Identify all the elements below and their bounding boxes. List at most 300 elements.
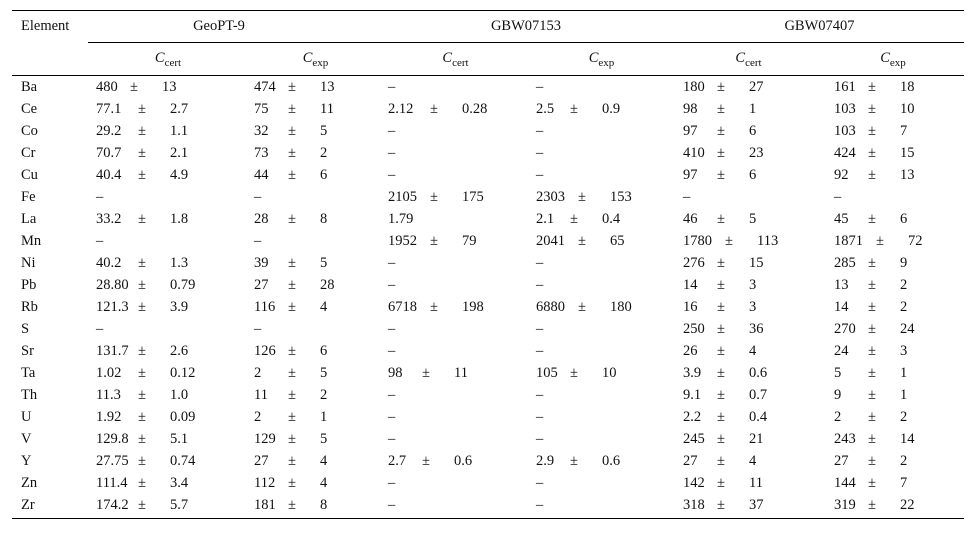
value-cell: – <box>388 497 396 513</box>
value-cell: 105 <box>536 365 558 381</box>
value-cell: 27.75 <box>96 453 129 469</box>
plus-minus-sign: ± <box>288 409 296 425</box>
value-cell: 46 <box>683 211 698 227</box>
plus-minus-sign: ± <box>138 145 146 161</box>
value-cell: – <box>96 189 104 205</box>
uncertainty-cell: 4 <box>749 453 757 469</box>
uncertainty-cell: 180 <box>610 299 632 315</box>
value-cell: 181 <box>254 497 276 513</box>
value-cell: 27 <box>254 453 269 469</box>
table-row <box>12 76 964 98</box>
plus-minus-sign: ± <box>422 365 430 381</box>
uncertainty-cell: 11 <box>749 475 763 491</box>
value-cell: 70.7 <box>96 145 122 161</box>
uncertainty-cell: 5 <box>749 211 757 227</box>
value-cell: – <box>536 475 544 491</box>
plus-minus-sign: ± <box>868 409 876 425</box>
value-cell: – <box>536 79 544 95</box>
value-cell: 33.2 <box>96 211 122 227</box>
plus-minus-sign: ± <box>288 145 296 161</box>
plus-minus-sign: ± <box>288 255 296 271</box>
uncertainty-cell: 7 <box>900 475 908 491</box>
plus-minus-sign: ± <box>570 211 578 227</box>
plus-minus-sign: ± <box>717 123 725 139</box>
value-cell: – <box>388 167 396 183</box>
subheader-geopt9-cert: $C_{cert}$ <box>154 50 182 69</box>
uncertainty-cell: 6 <box>749 123 757 139</box>
uncertainty-cell: 2 <box>320 145 328 161</box>
plus-minus-sign: ± <box>138 387 146 403</box>
uncertainty-cell: 1.0 <box>170 387 189 403</box>
value-cell: 126 <box>254 343 276 359</box>
uncertainty-cell: 2.1 <box>170 145 189 161</box>
value-cell: – <box>388 343 396 359</box>
value-cell: 1.79 <box>388 211 414 227</box>
value-cell: – <box>536 431 544 447</box>
value-cell: 1871 <box>834 233 863 249</box>
uncertainty-cell: 21 <box>749 431 764 447</box>
value-cell: 2.1 <box>536 211 555 227</box>
plus-minus-sign: ± <box>717 145 725 161</box>
value-cell: 1952 <box>388 233 417 249</box>
value-cell: 180 <box>683 79 705 95</box>
group-header-gbw07153: GBW07153 <box>490 18 562 34</box>
plus-minus-sign: ± <box>868 167 876 183</box>
value-cell: 410 <box>683 145 705 161</box>
value-cell: 2.9 <box>536 453 555 469</box>
plus-minus-sign: ± <box>138 255 146 271</box>
value-cell: 243 <box>834 431 856 447</box>
uncertainty-cell: 15 <box>749 255 764 271</box>
uncertainty-cell: 0.79 <box>170 277 196 293</box>
uncertainty-cell: 8 <box>320 497 328 513</box>
value-cell: 75 <box>254 101 269 117</box>
table-row <box>12 186 964 208</box>
plus-minus-sign: ± <box>725 233 733 249</box>
uncertainty-cell: 13 <box>900 167 915 183</box>
value-cell: 9.1 <box>683 387 702 403</box>
uncertainty-cell: 153 <box>610 189 632 205</box>
value-cell: – <box>683 189 691 205</box>
table-row <box>12 384 964 406</box>
uncertainty-cell: 4 <box>320 453 328 469</box>
element-cell: Pb <box>21 277 37 293</box>
table-row <box>12 230 964 252</box>
plus-minus-sign: ± <box>717 211 725 227</box>
plus-minus-sign: ± <box>868 343 876 359</box>
value-cell: – <box>388 79 396 95</box>
plus-minus-sign: ± <box>288 497 296 513</box>
value-cell: 142 <box>683 475 705 491</box>
uncertainty-cell: 11 <box>454 365 468 381</box>
value-cell: 161 <box>834 79 856 95</box>
subheader-gbw07153-exp: $C_{exp}$ <box>588 50 615 69</box>
plus-minus-sign: ± <box>868 365 876 381</box>
uncertainty-cell: 11 <box>320 101 334 117</box>
value-cell: 14 <box>834 299 849 315</box>
value-cell: 250 <box>683 321 705 337</box>
plus-minus-sign: ± <box>868 475 876 491</box>
uncertainty-cell: 3.4 <box>170 475 189 491</box>
plus-minus-sign: ± <box>868 277 876 293</box>
value-cell: 129.8 <box>96 431 129 447</box>
uncertainty-cell: 6 <box>900 211 908 227</box>
uncertainty-cell: 2 <box>900 453 908 469</box>
value-cell: 97 <box>683 167 698 183</box>
uncertainty-cell: 0.6 <box>749 365 768 381</box>
plus-minus-sign: ± <box>138 475 146 491</box>
plus-minus-sign: ± <box>868 299 876 315</box>
uncertainty-cell: 4.9 <box>170 167 189 183</box>
uncertainty-cell: 0.6 <box>454 453 473 469</box>
uncertainty-cell: 4 <box>320 475 328 491</box>
plus-minus-sign: ± <box>578 299 586 315</box>
value-cell: – <box>834 189 842 205</box>
uncertainty-cell: 18 <box>900 79 915 95</box>
plus-minus-sign: ± <box>868 211 876 227</box>
uncertainty-cell: 37 <box>749 497 764 513</box>
table-row <box>12 494 964 516</box>
plus-minus-sign: ± <box>138 123 146 139</box>
plus-minus-sign: ± <box>288 299 296 315</box>
value-cell: 14 <box>683 277 698 293</box>
table-row <box>12 428 964 450</box>
plus-minus-sign: ± <box>138 409 146 425</box>
value-cell: 13 <box>834 277 849 293</box>
element-cell: Co <box>21 123 38 139</box>
value-cell: 40.2 <box>96 255 122 271</box>
table-row <box>12 450 964 472</box>
value-cell: 318 <box>683 497 705 513</box>
uncertainty-cell: 22 <box>900 497 915 513</box>
plus-minus-sign: ± <box>138 101 146 117</box>
table-row <box>12 120 964 142</box>
plus-minus-sign: ± <box>430 189 438 205</box>
value-cell: 103 <box>834 123 856 139</box>
uncertainty-cell: 79 <box>462 233 477 249</box>
value-cell: 28.80 <box>96 277 129 293</box>
value-cell: 6718 <box>388 299 417 315</box>
plus-minus-sign: ± <box>868 101 876 117</box>
element-cell: La <box>21 211 37 227</box>
value-cell: – <box>96 233 104 249</box>
value-cell: 29.2 <box>96 123 122 139</box>
plus-minus-sign: ± <box>717 255 725 271</box>
value-cell: 2.5 <box>536 101 555 117</box>
uncertainty-cell: 198 <box>462 299 484 315</box>
plus-minus-sign: ± <box>430 233 438 249</box>
element-cell: Ba <box>21 79 38 95</box>
value-cell: 112 <box>254 475 276 491</box>
group-header-gbw07407: GBW07407 <box>784 18 855 34</box>
value-cell: – <box>388 123 396 139</box>
plus-minus-sign: ± <box>717 409 725 425</box>
plus-minus-sign: ± <box>868 453 876 469</box>
table-row <box>12 208 964 230</box>
value-cell: 116 <box>254 299 276 315</box>
value-cell: 73 <box>254 145 269 161</box>
value-cell: 144 <box>834 475 856 491</box>
plus-minus-sign: ± <box>138 365 146 381</box>
uncertainty-cell: 36 <box>749 321 764 337</box>
plus-minus-sign: ± <box>570 365 578 381</box>
value-cell: 474 <box>254 79 276 95</box>
plus-minus-sign: ± <box>430 299 438 315</box>
value-cell: – <box>254 189 262 205</box>
plus-minus-sign: ± <box>578 233 586 249</box>
uncertainty-cell: 5 <box>320 123 328 139</box>
plus-minus-sign: ± <box>138 299 146 315</box>
plus-minus-sign: ± <box>868 321 876 337</box>
plus-minus-sign: ± <box>288 343 296 359</box>
value-cell: 11.3 <box>96 387 121 403</box>
value-cell: – <box>536 497 544 513</box>
value-cell: 2303 <box>536 189 565 205</box>
plus-minus-sign: ± <box>570 453 578 469</box>
element-cell: U <box>21 409 32 425</box>
uncertainty-cell: 6 <box>320 343 328 359</box>
uncertainty-cell: 28 <box>320 277 335 293</box>
value-cell: 174.2 <box>96 497 129 513</box>
plus-minus-sign: ± <box>288 123 296 139</box>
uncertainty-cell: 3 <box>749 299 757 315</box>
plus-minus-sign: ± <box>288 475 296 491</box>
uncertainty-cell: 0.6 <box>602 453 621 469</box>
table-row <box>12 98 964 120</box>
plus-minus-sign: ± <box>717 365 725 381</box>
table-row <box>12 406 964 428</box>
value-cell: – <box>536 409 544 425</box>
uncertainty-cell: 27 <box>749 79 764 95</box>
plus-minus-sign: ± <box>430 101 438 117</box>
element-cell: Zr <box>21 497 35 513</box>
uncertainty-cell: 0.09 <box>170 409 196 425</box>
plus-minus-sign: ± <box>138 167 146 183</box>
subheader-gbw07407-exp: $C_{exp}$ <box>880 50 906 69</box>
value-cell: – <box>536 387 544 403</box>
value-cell: – <box>536 277 544 293</box>
uncertainty-cell: 3 <box>749 277 757 293</box>
uncertainty-cell: 0.7 <box>749 387 768 403</box>
plus-minus-sign: ± <box>868 431 876 447</box>
value-cell: 9 <box>834 387 842 403</box>
value-cell: 27 <box>683 453 698 469</box>
uncertainty-cell: 0.9 <box>602 101 621 117</box>
element-cell: Zn <box>21 475 38 491</box>
plus-minus-sign: ± <box>288 167 296 183</box>
uncertainty-cell: 72 <box>908 233 923 249</box>
plus-minus-sign: ± <box>138 343 146 359</box>
value-cell: – <box>254 233 262 249</box>
value-cell: 121.3 <box>96 299 129 315</box>
plus-minus-sign: ± <box>138 431 146 447</box>
value-cell: 111.4 <box>96 475 128 491</box>
value-cell: 129 <box>254 431 276 447</box>
value-cell: 2 <box>254 409 262 425</box>
uncertainty-cell: 8 <box>320 211 328 227</box>
value-cell: 92 <box>834 167 849 183</box>
uncertainty-cell: 13 <box>320 79 335 95</box>
uncertainty-cell: 23 <box>749 145 764 161</box>
plus-minus-sign: ± <box>578 189 586 205</box>
uncertainty-cell: 1 <box>749 101 757 117</box>
value-cell: 1.92 <box>96 409 122 425</box>
plus-minus-sign: ± <box>717 277 725 293</box>
table-row <box>12 340 964 362</box>
value-cell: 131.7 <box>96 343 129 359</box>
uncertainty-cell: 5 <box>320 255 328 271</box>
plus-minus-sign: ± <box>868 79 876 95</box>
uncertainty-cell: 24 <box>900 321 915 337</box>
uncertainty-cell: 10 <box>900 101 915 117</box>
element-cell: Ta <box>21 365 36 381</box>
uncertainty-cell: 2.7 <box>170 101 189 117</box>
uncertainty-cell: 0.4 <box>602 211 621 227</box>
plus-minus-sign: ± <box>570 101 578 117</box>
uncertainty-cell: 9 <box>900 255 908 271</box>
table-row <box>12 362 964 384</box>
element-cell: V <box>21 431 32 447</box>
value-cell: – <box>536 123 544 139</box>
plus-minus-sign: ± <box>138 277 146 293</box>
plus-minus-sign: ± <box>717 343 725 359</box>
uncertainty-cell: 5.1 <box>170 431 189 447</box>
uncertainty-cell: 0.4 <box>749 409 768 425</box>
value-cell: 6880 <box>536 299 565 315</box>
uncertainty-cell: 1 <box>900 365 908 381</box>
value-cell: 480 <box>96 79 118 95</box>
uncertainty-cell: 4 <box>320 299 328 315</box>
value-cell: 270 <box>834 321 856 337</box>
uncertainty-cell: 14 <box>900 431 915 447</box>
subheader-gbw07153-cert: $C_{cert}$ <box>442 50 469 69</box>
value-cell: – <box>388 277 396 293</box>
value-cell: 319 <box>834 497 856 513</box>
table-bottom-rule <box>12 518 964 519</box>
uncertainty-cell: 1.8 <box>170 211 189 227</box>
table-row <box>12 164 964 186</box>
uncertainty-cell: 1 <box>900 387 908 403</box>
value-cell: – <box>388 431 396 447</box>
value-cell: – <box>536 343 544 359</box>
value-cell: 2.12 <box>388 101 414 117</box>
plus-minus-sign: ± <box>868 123 876 139</box>
uncertainty-cell: 2 <box>900 277 908 293</box>
value-cell: – <box>388 409 396 425</box>
uncertainty-cell: 6 <box>749 167 757 183</box>
uncertainty-cell: 1 <box>320 409 328 425</box>
value-cell: 5 <box>834 365 842 381</box>
value-cell: 2041 <box>536 233 565 249</box>
value-cell: 245 <box>683 431 705 447</box>
plus-minus-sign: ± <box>288 101 296 117</box>
value-cell: 2105 <box>388 189 417 205</box>
uncertainty-cell: 15 <box>900 145 915 161</box>
plus-minus-sign: ± <box>717 321 725 337</box>
value-cell: 27 <box>254 277 269 293</box>
value-cell: 45 <box>834 211 849 227</box>
value-cell: 26 <box>683 343 698 359</box>
plus-minus-sign: ± <box>288 79 296 95</box>
element-cell: Fe <box>21 189 36 205</box>
plus-minus-sign: ± <box>717 453 725 469</box>
value-cell: 39 <box>254 255 269 271</box>
uncertainty-cell: 5.7 <box>170 497 189 513</box>
subheader-geopt9-exp: $C_{exp}$ <box>302 50 329 69</box>
value-cell: – <box>536 145 544 161</box>
plus-minus-sign: ± <box>130 79 138 95</box>
element-cell: Mn <box>21 233 42 249</box>
uncertainty-cell: 7 <box>900 123 908 139</box>
value-cell: 97 <box>683 123 698 139</box>
value-cell: – <box>388 475 396 491</box>
group-header-geopt9: GeoPT-9 <box>193 18 245 34</box>
value-cell: 98 <box>388 365 403 381</box>
value-cell: – <box>388 321 396 337</box>
uncertainty-cell: 3 <box>900 343 908 359</box>
plus-minus-sign: ± <box>868 387 876 403</box>
value-cell: 2 <box>254 365 262 381</box>
plus-minus-sign: ± <box>868 145 876 161</box>
value-cell: 1.02 <box>96 365 122 381</box>
value-cell: – <box>388 255 396 271</box>
plus-minus-sign: ± <box>868 255 876 271</box>
uncertainty-cell: 3.9 <box>170 299 189 315</box>
table-row <box>12 472 964 494</box>
value-cell: 24 <box>834 343 849 359</box>
value-cell: 2 <box>834 409 842 425</box>
element-cell: Cu <box>21 167 38 183</box>
element-cell: Rb <box>21 299 38 315</box>
value-cell: 40.4 <box>96 167 122 183</box>
value-cell: – <box>96 321 104 337</box>
table-row <box>12 142 964 164</box>
value-cell: 77.1 <box>96 101 122 117</box>
element-column-header: Element <box>21 18 70 34</box>
table-row <box>12 296 964 318</box>
element-cell: S <box>21 321 30 337</box>
table-top-rule <box>12 10 964 11</box>
element-cell: Sr <box>21 343 34 359</box>
element-cell: Cr <box>21 145 36 161</box>
value-cell: – <box>536 321 544 337</box>
plus-minus-sign: ± <box>717 299 725 315</box>
value-cell: – <box>536 255 544 271</box>
value-cell: 16 <box>683 299 698 315</box>
value-cell: 98 <box>683 101 698 117</box>
value-cell: 3.9 <box>683 365 702 381</box>
uncertainty-cell: 5 <box>320 365 328 381</box>
uncertainty-cell: 2.6 <box>170 343 189 359</box>
plus-minus-sign: ± <box>288 277 296 293</box>
value-cell: 28 <box>254 211 269 227</box>
plus-minus-sign: ± <box>717 167 725 183</box>
uncertainty-cell: 175 <box>462 189 484 205</box>
plus-minus-sign: ± <box>288 453 296 469</box>
uncertainty-cell: 2 <box>320 387 328 403</box>
uncertainty-cell: 6 <box>320 167 328 183</box>
uncertainty-cell: 0.28 <box>462 101 488 117</box>
value-cell: 424 <box>834 145 856 161</box>
group-header-rule <box>88 42 964 43</box>
value-cell: 11 <box>254 387 268 403</box>
uncertainty-cell: 0.74 <box>170 453 196 469</box>
table-row <box>12 252 964 274</box>
plus-minus-sign: ± <box>288 365 296 381</box>
uncertainty-cell: 1.1 <box>170 123 189 139</box>
subheader-gbw07407-cert: $C_{cert}$ <box>735 50 762 69</box>
value-cell: 276 <box>683 255 705 271</box>
